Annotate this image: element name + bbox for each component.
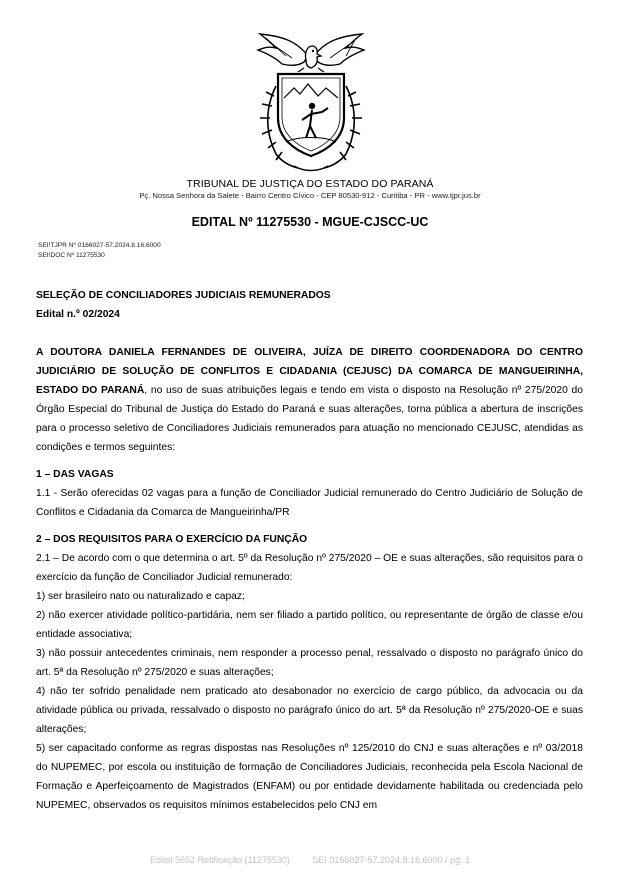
document-number: SEI!DOC Nº 11275530 [38,252,105,259]
institution-name: TRIBUNAL DE JUSTIÇA DO ESTADO DO PARANÁ [186,178,434,190]
item-2-1: 2.1 – De acordo com o que determina o art. 5º da Resolução nº 275/2020 – OE e suas alterações, são requisitos para o exercício da função de Conciliador Judicial remunerado: [36,553,583,583]
intro-text: , no uso de suas atribuições legais e tendo em vista o disposto na Resolução nº 275/2020 do Órgão Especial do Tribunal de Justiça do Estado do Paraná e suas alterações, torna pública a abertura de inscrições para o processo seletivo de Conciliadores Judiciais remunerados para atuação no mencionado CEJUSC, atendidas as condições e termos seguintes: [36,385,584,453]
document-body [36,286,583,815]
section-1-title: 1 – DAS VAGAS [36,469,114,480]
requirement-item: 1) ser brasileiro nato ou naturalizado e capaz; [36,591,245,602]
intro-paragraph [36,343,583,457]
footer-page-ref: SEI 0166027-57.2024.8.16.6000 / pg. 1 [312,855,471,865]
parana-coat-of-arms-icon [246,26,376,176]
requirement-item: 4) não ter sofrido penalidade nem praticado ato desabonador no exercício de cargo público, da advocacia ou da atividade pública ou privada, ressalvado o disposto no parágrafo único do art. 5ª da Resolução nº 275/2020-OE e suas alterações; [36,686,583,735]
section-heading: SELEÇÃO DE CONCILIADORES JUDICIAIS REMUNERADOS [36,290,331,301]
item-1-1: 1.1 - Serão oferecidas 02 vagas para a função de Conciliador Judicial remunerado do Centro Judiciário de Solução de Conflitos e Cidadania da Comarca de Mangueirinha/PR [36,488,583,518]
requirement-item: 2) não exercer atividade político-partidária, nem ser filiado a partido político, ou representante de órgão de classe e/ou entidade associativa; [36,610,583,640]
page-footer [0,855,620,865]
requirement-item: 3) não possuir antecedentes criminais, nem responder a processo penal, ressalvado o disposto no parágrafo único do art. 5ª da Resolução nº 275/2020 e suas alterações; [36,648,583,678]
edital-subheading: Edital n.º 02/2024 [36,309,120,320]
intro-bold-text: A DOUTORA DANIELA FERNANDES DE OLIVEIRA, JUÍZA DE DIREITO COORDENADORA DO CENTRO JUDICIÁRIO DE SOLUÇÃO DE CONFLITOS E CIDADANIA (CEJUSC) DA COMARCA DE MANGUEIRINHA, ESTADO DO PARANÁ [36,347,583,396]
footer-document-ref: Edital 5652 Retificação (11275530) [149,855,290,865]
document-title: EDITAL Nº 11275530 - MGUE-CJSCC-UC [191,215,429,229]
institution-address: Pç. Nossa Senhora da Salete - Bairro Centro Cívico - CEP 80530-912 - Curitiba - PR - www.tjpr.jus.br [139,191,481,200]
section-2-title: 2 – DOS REQUISITOS PARA O EXERCÍCIO DA FUNÇÃO [36,534,308,545]
process-number: SEI!TJPR Nº 0166027-57.2024.8.16.6000 [38,242,161,249]
requirement-item: 5) ser capacitado conforme as regras dispostas nas Resoluções nº 125/2010 do CNJ e suas alterações e nº 03/2018 do NUPEMEC, por escola ou instituição de formação de Conciliadores Judiciais, reconhecida pela Escola Nacional de Formação e Aperfeiçoamento de Magistrados (ENFAM) ou por entidade devidamente habilitada ou credenciada pelo NUPEMEC, observados os requisitos mínimos estabelecidos pelo CNJ em [36,743,583,811]
